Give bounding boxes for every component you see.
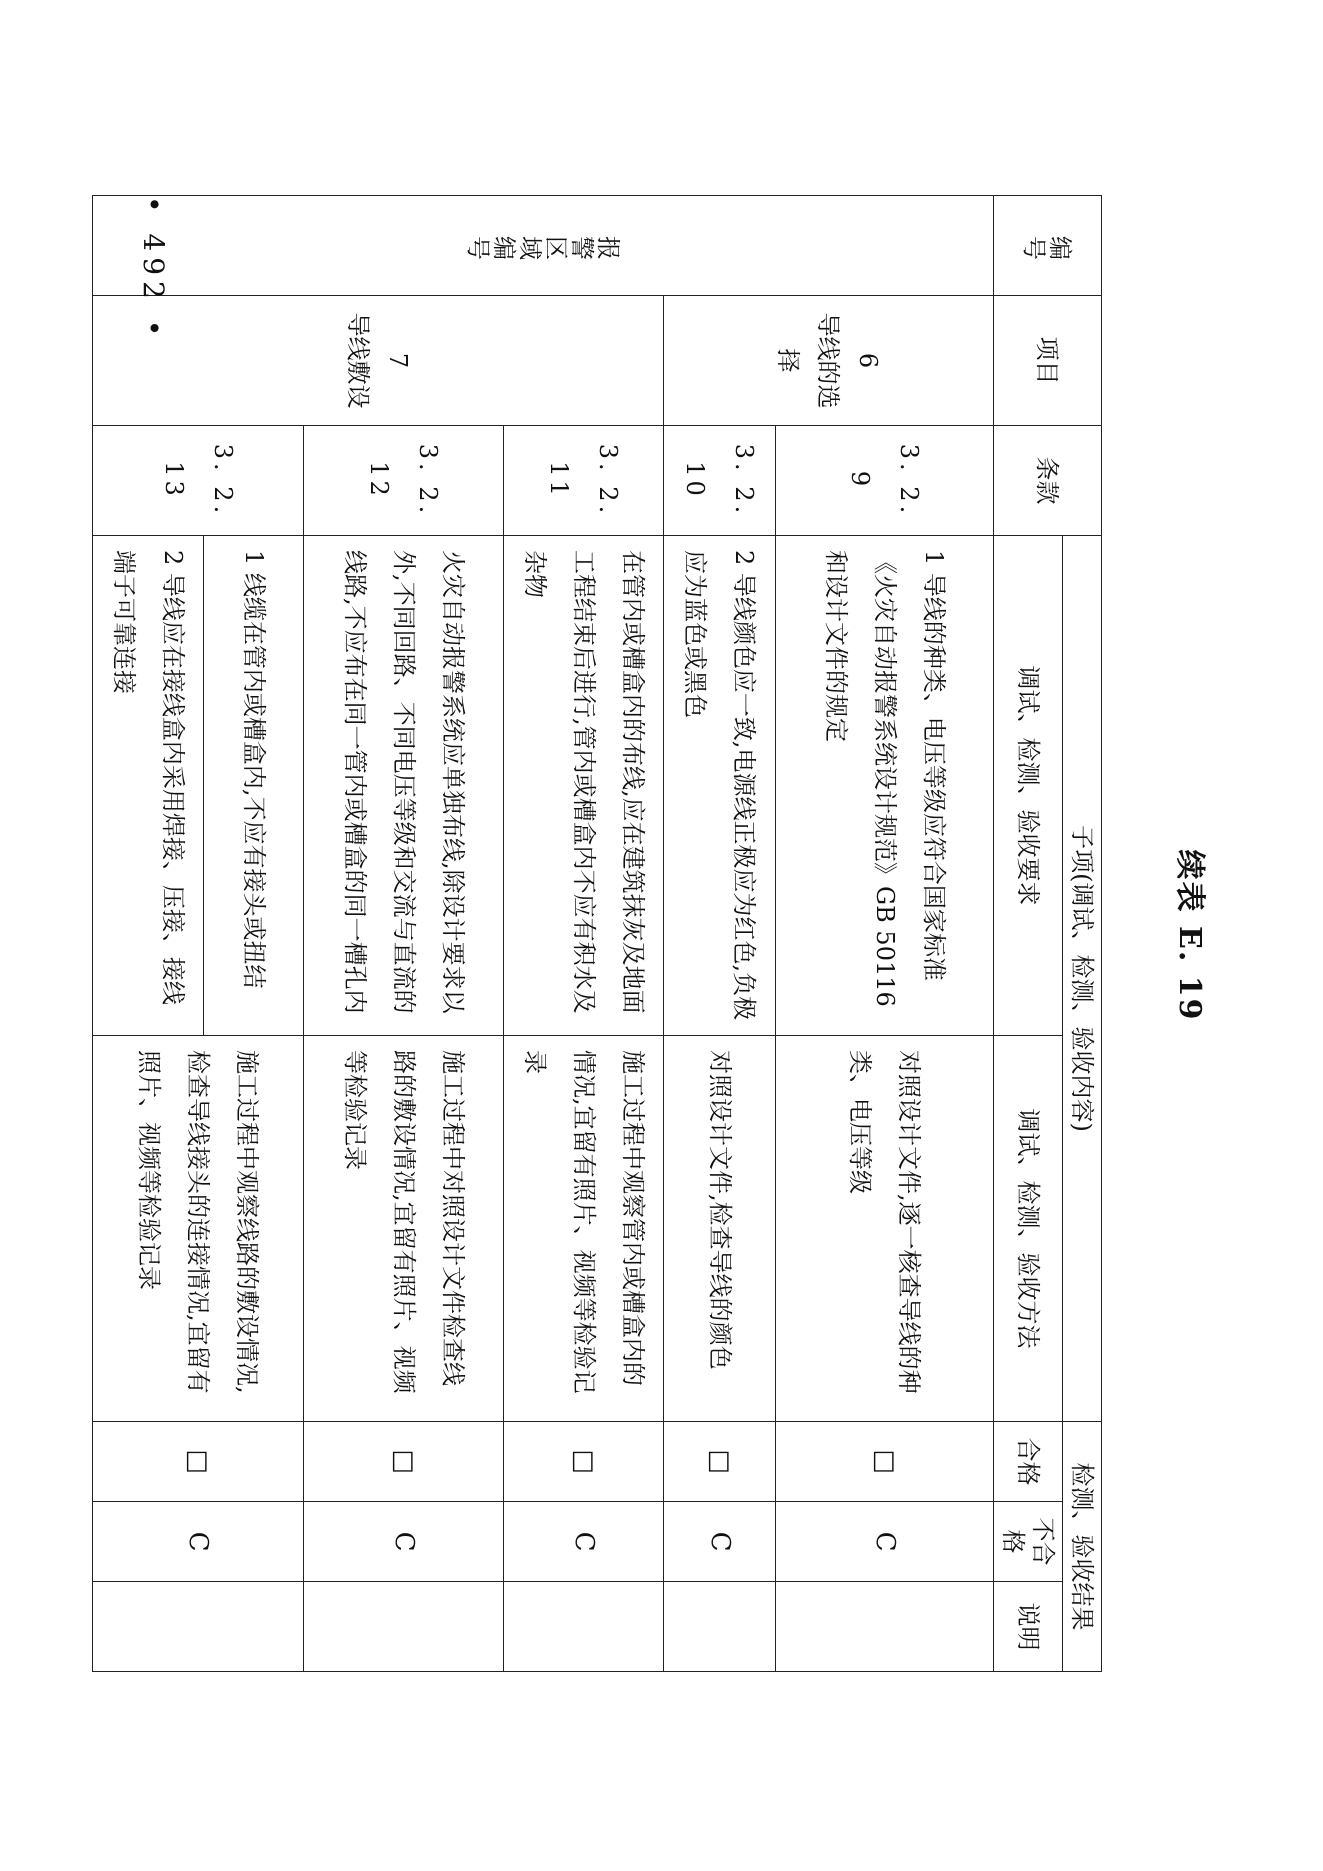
header-code: 编号 [994,196,1102,296]
note-cell [304,1582,504,1672]
fail-mark[interactable]: C [183,1531,214,1552]
project-cell-7 [93,296,664,426]
pass-checkbox[interactable]: □ [870,1449,900,1474]
method-cell: 对照设计文件,逐一核查导线的种类、电压等级 [776,1036,994,1422]
project-cell-6 [664,296,994,426]
requirement-cell: 火灾自动报警系统应单独布线,除设计要求以外,不同回路、不同电压等级和交流与直流的线路,不应布在同一管内或槽盒的同一槽孔内 [304,536,504,1036]
clause-cell: 3. 2. 13 [93,426,304,536]
zone-label: 报警区域编号 [465,231,621,260]
page-number: • 492 • [137,196,170,343]
fail-cell [664,1502,776,1582]
project-number: 6 [854,352,883,369]
header-row-1 [1063,196,1102,1672]
pass-checkbox[interactable]: □ [705,1449,735,1474]
pass-cell [664,1422,776,1502]
pass-cell [93,1422,304,1502]
fail-cell [504,1502,664,1582]
clause-cell: 3. 2. 11 [504,426,664,536]
method-cell: 施工过程中观察管内或槽盒内的情况,宜留有照片、视频等检验记录 [504,1036,664,1422]
pass-cell [304,1422,504,1502]
pass-checkbox[interactable]: □ [569,1449,599,1474]
fail-cell [304,1502,504,1582]
fail-mark[interactable]: C [569,1531,599,1552]
header-clause: 条款 [994,426,1102,536]
pass-checkbox[interactable]: □ [183,1449,214,1474]
header-project: 项目 [994,296,1102,426]
project-name: 导线敷设 [344,312,372,409]
note-cell [664,1582,776,1672]
method-cell: 对照设计文件,检查导线的颜色 [664,1036,776,1422]
note-cell [504,1582,664,1672]
pass-checkbox[interactable]: □ [389,1449,419,1474]
requirement-cell: 在管内或槽盒内的布线,应在建筑抹灰及地面工程结束后进行,管内或槽盒内不应有积水及杂物 [504,536,664,1036]
fail-cell [776,1502,994,1582]
table-row [776,196,994,1672]
clause-cell: 3. 2. 9 [776,426,994,536]
header-note: 说明 [994,1582,1063,1672]
header-result: 检测、验收结果 [1063,1422,1102,1672]
requirement-cell: 2 导线应在接线盒内采用焊接、压接、接线端子可靠连接 [93,536,204,1036]
header-pass: 合格 [994,1422,1063,1502]
header-requirement: 调试、检测、验收要求 [994,536,1063,1036]
method-cell: 施工过程中对照设计文件检查线路的敷设情况,宜留有照片、视频等检验记录 [304,1036,504,1422]
fail-mark[interactable]: C [705,1531,735,1552]
table-caption: 续表 E. 19 [1172,849,1207,1022]
pass-cell [504,1422,664,1502]
fail-mark[interactable]: C [870,1531,900,1552]
requirement-cell: 1 导线的种类、电压等级应符合国家标准《火灾自动报警系统设计规范》GB 50116 和设计文件的规定 [776,536,994,1036]
inspection-table [92,195,1102,1672]
table-row [504,196,664,1672]
fail-cell [93,1502,304,1582]
project-number: 7 [384,352,412,369]
clause-cell: 3. 2. 12 [304,426,504,536]
clause-cell: 3. 2. 10 [664,426,776,536]
pass-cell [776,1422,994,1502]
header-subitem: 子项(调试、检测、验收内容) [1063,536,1102,1422]
method-cell: 施工过程中观察线路的敷设情况,检查导线接头的连接情况,宜留有照片、视频等检验记录 [93,1036,304,1422]
requirement-cell: 2 导线颜色应一致,电源线正极应为红色,负极应为蓝色或黑色 [664,536,776,1036]
header-method: 调试、检测、验收方法 [994,1036,1063,1422]
fail-mark[interactable]: C [389,1531,419,1552]
zone-label-cell [93,196,994,296]
note-cell [93,1582,304,1672]
project-name: 导线的选择 [774,312,843,409]
header-fail: 不合格 [994,1502,1063,1582]
note-cell [776,1582,994,1672]
requirement-cell: 1 线缆在管内或槽盒内,不应有接头或扭结 [204,536,304,1036]
